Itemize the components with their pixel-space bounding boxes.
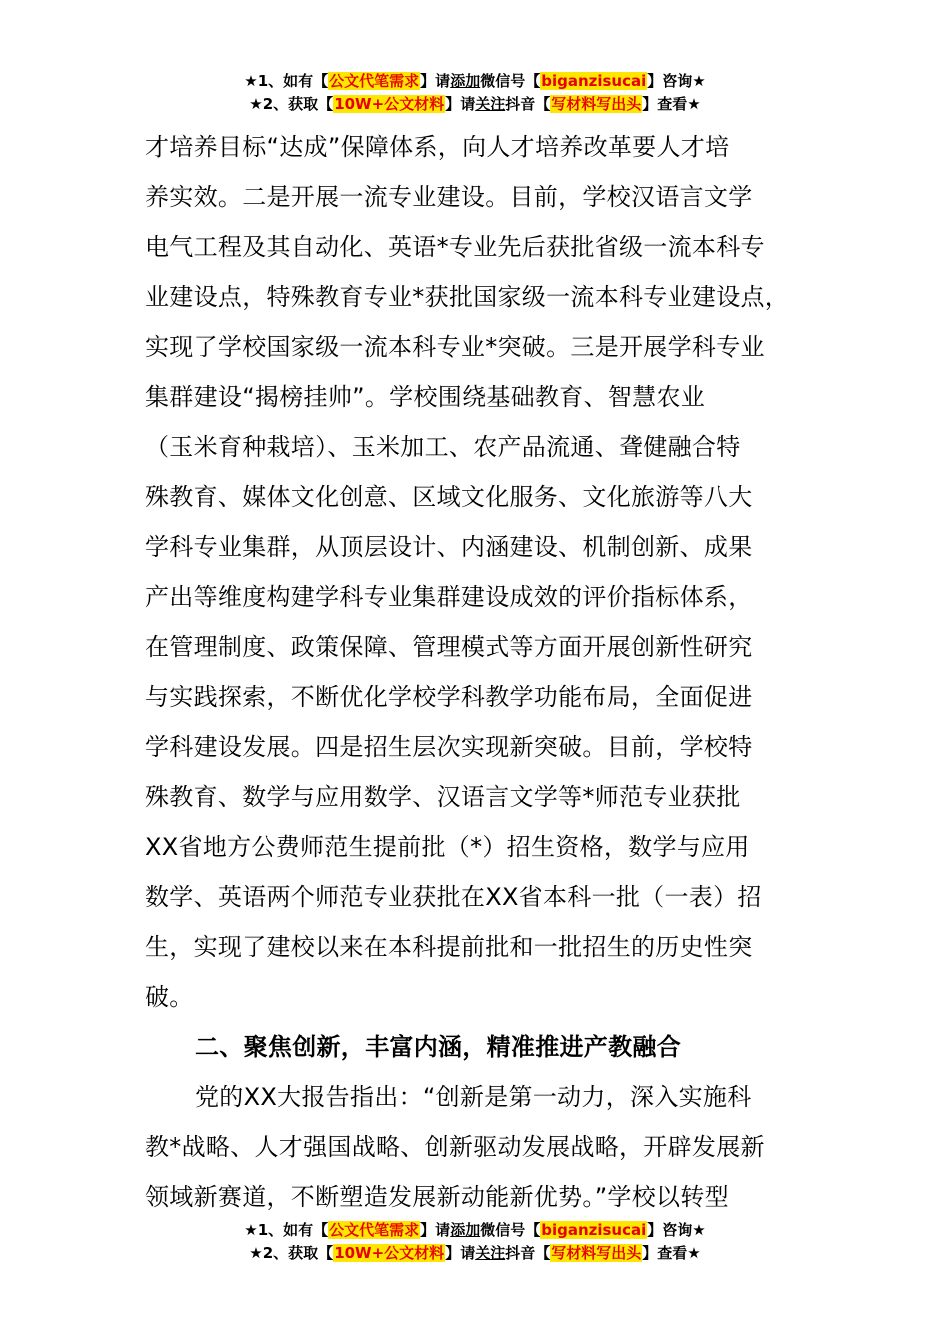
document-body [145,122,835,1222]
notice-text: 抖音【 [505,95,551,113]
footer-notice-2 [0,1242,950,1264]
notice-suffix: 】咨询★ [647,1221,706,1239]
notice-highlight: 10W+公文材料 [334,1244,445,1262]
body-line: 电气工程及其自动化、英语*专业先后获批省级一流本科专 [145,233,765,261]
body-line: 破。 [145,983,194,1011]
notice-highlight: 10W+公文材料 [334,95,445,113]
notice-prefix: ★2、获取【 [249,95,334,113]
body-line: 业建设点，特殊教育专业*获批国家级一流本科专业建设点， [145,283,790,311]
notice-underlined: 添加 [450,72,481,90]
notice-douyin-id: 写材料写出头 [551,1244,642,1262]
notice-underlined: 关注 [475,1244,506,1262]
notice-underlined: 关注 [475,95,506,113]
notice-prefix: ★1、如有【 [244,72,329,90]
notice-text: 微信号【 [480,1221,541,1239]
notice-suffix: 】咨询★ [647,72,706,90]
notice-text: 微信号【 [480,72,541,90]
body-line: 与实践探索，不断优化学校学科教学功能布局，全面促进 [145,683,753,711]
header-notice-2 [0,93,950,115]
body-line: 党的XX大报告指出：“创新是第一动力，深入实施科 [195,1083,752,1111]
notice-text: 】请 [420,1221,451,1239]
notice-suffix: 】查看★ [642,95,701,113]
notice-text: 抖音【 [505,1244,551,1262]
header-notice-1 [0,70,950,92]
notice-wechat-id: biganzisucai [541,72,647,90]
body-line: 殊教育、数学与应用数学、汉语言文学等*师范专业获批 [145,783,741,811]
body-line: 学科建设发展。四是招生层次实现新突破。目前，学校特 [145,733,753,761]
body-line: 数学、英语两个师范专业获批在XX省本科一批（一表）招 [145,883,762,911]
body-line: 生，实现了建校以来在本科提前批和一批招生的历史性突 [145,933,753,961]
section-heading: 二、聚焦创新，丰富内涵，精准推进产教融合 [195,1033,681,1061]
notice-underlined: 添加 [450,1221,481,1239]
notice-douyin-id: 写材料写出头 [551,95,642,113]
body-line: 领域新赛道，不断塑造发展新动能新优势。”学校以转型 [145,1183,729,1211]
notice-highlight: 公文代笔需求 [329,72,420,90]
body-line: 殊教育、媒体文化创意、区域文化服务、文化旅游等八大 [145,483,753,511]
body-line: 产出等维度构建学科专业集群建设成效的评价指标体系， [145,583,753,611]
body-line: 集群建设“揭榜挂帅”。学校围绕基础教育、智慧农业 [145,383,706,411]
body-line: 在管理制度、政策保障、管理模式等方面开展创新性研究 [145,633,753,661]
notice-prefix: ★2、获取【 [249,1244,334,1262]
body-line: （玉米育种栽培）、玉米加工、农产品流通、聋健融合特 [145,433,741,461]
notice-highlight: 公文代笔需求 [329,1221,420,1239]
notice-wechat-id: biganzisucai [541,1221,647,1239]
body-line: 才培养目标“达成”保障体系，向人才培养改革要人才培 [145,133,730,161]
notice-text: 】请 [445,95,476,113]
footer-notice-1 [0,1219,950,1241]
notice-prefix: ★1、如有【 [244,1221,329,1239]
notice-suffix: 】查看★ [642,1244,701,1262]
body-line: 教*战略、人才强国战略、创新驱动发展战略，开辟发展新 [145,1133,765,1161]
body-line: 养实效。二是开展一流专业建设。目前，学校汉语言文学 [145,183,753,211]
notice-text: 】请 [420,72,451,90]
notice-text: 】请 [445,1244,476,1262]
body-line: 实现了学校国家级一流本科专业*突破。三是开展学科专业 [145,333,765,361]
body-line: XX省地方公费师范生提前批（*）招生资格，数学与应用 [145,833,750,861]
body-line: 学科专业集群，从顶层设计、内涵建设、机制创新、成果 [145,533,753,561]
